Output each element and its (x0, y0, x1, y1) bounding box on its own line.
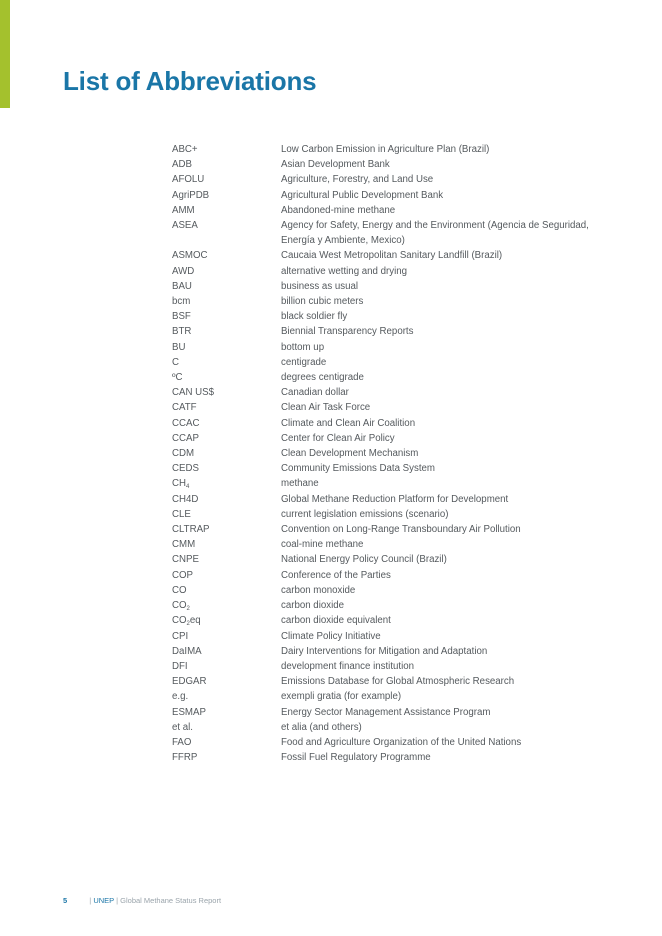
abbreviation-term-text: BU (172, 341, 186, 353)
page-number: 5 (63, 896, 68, 905)
abbreviation-term (172, 507, 281, 522)
abbreviation-term-text: ABC+ (172, 144, 198, 155)
abbreviation-term (172, 218, 281, 248)
abbreviation-row (172, 416, 612, 431)
abbreviation-row (172, 644, 612, 659)
abbreviation-term (172, 613, 281, 628)
abbreviation-term-text: CO (172, 600, 187, 612)
abbreviation-term (172, 476, 281, 491)
abbreviation-term-text: bcm (172, 296, 191, 308)
abbreviation-term (172, 674, 281, 689)
abbreviation-term (172, 324, 281, 339)
abbreviation-definition: et alia (and others) (281, 721, 362, 733)
abbreviation-term (172, 583, 281, 598)
abbreviation-term-text: DaIMA (172, 645, 202, 657)
abbreviation-row (172, 188, 612, 203)
abbreviation-term (172, 705, 281, 720)
abbreviation-term-text: et al. (172, 721, 194, 733)
abbreviation-term (172, 385, 281, 400)
abbreviation-term (172, 370, 281, 385)
abbreviation-term-text: AFOLU (172, 174, 205, 186)
abbreviation-row (172, 279, 612, 294)
abbreviation-definition: Low Carbon Emission in Agriculture Plan (Brazil) (281, 144, 490, 155)
abbreviation-definition: Center for Clean Air Policy (281, 432, 395, 444)
footer-organization: UNEP (93, 896, 115, 905)
abbreviation-row (172, 340, 612, 355)
abbreviation-row (172, 522, 612, 537)
abbreviation-term (172, 294, 281, 309)
abbreviation-definition: black soldier fly (281, 311, 348, 323)
abbreviation-definition: coal-mine methane (281, 539, 364, 551)
abbreviation-term-text: AgriPDB (172, 189, 210, 201)
abbreviation-definition: methane (281, 478, 319, 490)
abbreviation-row (172, 446, 612, 461)
abbreviation-term (172, 735, 281, 750)
abbreviation-definition: Caucaia West Metropolitan Sanitary Landfill (Brazil) (281, 250, 503, 262)
abbreviation-definition: Convention on Long-Range Transboundary Air Pollution (281, 524, 521, 536)
abbreviation-term (172, 492, 281, 507)
abbreviation-term (172, 340, 281, 355)
abbreviation-row (172, 294, 612, 309)
abbreviation-term (172, 461, 281, 476)
abbreviation-term (172, 279, 281, 294)
abbreviation-term-text: C (172, 356, 179, 368)
abbreviation-term (172, 629, 281, 644)
abbreviation-row (172, 142, 612, 157)
abbreviation-term (172, 522, 281, 537)
abbreviation-row (172, 264, 612, 279)
abbreviation-row (172, 735, 612, 750)
abbreviation-definition: development finance institution (281, 660, 415, 672)
abbreviation-definition: carbon dioxide (281, 600, 345, 612)
abbreviation-row (172, 750, 612, 765)
abbreviation-term (172, 203, 281, 218)
abbreviation-definition: Clean Air Task Force (281, 402, 371, 414)
abbreviation-row (172, 476, 612, 491)
abbreviation-definition: Agriculture, Forestry, and Land Use (281, 174, 434, 186)
abbreviation-definition: centigrade (281, 356, 327, 368)
abbreviation-definition: Fossil Fuel Regulatory Programme (281, 752, 431, 764)
abbreviation-term (172, 264, 281, 279)
abbreviation-term-text: CO (172, 615, 187, 627)
abbreviation-term-text: ASEA (172, 220, 198, 232)
abbreviation-term (172, 598, 281, 613)
abbreviation-term (172, 750, 281, 765)
abbreviation-term (172, 689, 281, 704)
abbreviation-row (172, 309, 612, 324)
abbreviation-definition: Global Methane Reduction Platform for Development (281, 493, 509, 505)
abbreviation-row (172, 172, 612, 187)
abbreviation-list (172, 142, 612, 765)
abbreviation-definition: Community Emissions Data System (281, 463, 435, 475)
abbreviation-term-text: ESMAP (172, 706, 206, 718)
abbreviation-row (172, 705, 612, 720)
abbreviation-row (172, 157, 612, 172)
abbreviation-row (172, 324, 612, 339)
abbreviation-term-text: CCAC (172, 417, 200, 429)
abbreviation-row (172, 461, 612, 476)
abbreviation-definition: carbon monoxide (281, 584, 356, 596)
abbreviation-definition: degrees centigrade (281, 372, 364, 384)
abbreviation-row (172, 613, 612, 628)
abbreviation-row (172, 400, 612, 415)
abbreviation-term (172, 416, 281, 431)
abbreviation-definition: Clean Development Mechanism (281, 448, 419, 460)
abbreviation-term-subscript: 2 (186, 606, 190, 613)
abbreviation-row (172, 674, 612, 689)
abbreviation-term-text: BTR (172, 326, 192, 338)
abbreviation-term (172, 157, 281, 172)
abbreviation-term-text: CH (172, 478, 186, 490)
abbreviation-row (172, 720, 612, 735)
abbreviation-definition: alternative wetting and drying (281, 265, 408, 277)
abbreviation-term (172, 142, 281, 157)
abbreviation-term-text: FFRP (172, 752, 198, 764)
abbreviation-definition: current legislation emissions (scenario) (281, 508, 449, 520)
abbreviation-term (172, 446, 281, 461)
abbreviation-term-text: CCAP (172, 432, 199, 444)
abbreviation-row (172, 552, 612, 567)
abbreviation-term (172, 568, 281, 583)
abbreviation-row (172, 507, 612, 522)
abbreviation-term (172, 720, 281, 735)
abbreviation-definition: Canadian dollar (281, 387, 349, 399)
abbreviation-term-text: CLTRAP (172, 524, 210, 536)
accent-bar (0, 0, 10, 108)
abbreviation-row (172, 385, 612, 400)
abbreviation-definition: Abandoned-mine methane (281, 204, 396, 216)
abbreviation-definition: Food and Agriculture Organization of the United Nations (281, 736, 522, 748)
abbreviation-term-text: CAN US$ (172, 387, 214, 399)
abbreviation-term (172, 537, 281, 552)
abbreviation-term (172, 309, 281, 324)
abbreviation-term-text: e.g. (172, 691, 189, 703)
abbreviation-term (172, 659, 281, 674)
abbreviation-row (172, 218, 612, 248)
abbreviation-row (172, 492, 612, 507)
abbreviation-term-text: CLE (172, 508, 191, 520)
abbreviation-term-suffix: eq (189, 615, 201, 627)
abbreviation-row (172, 355, 612, 370)
abbreviation-definition: business as usual (281, 280, 359, 292)
abbreviation-term-text: CDM (172, 448, 195, 460)
footer-report-title: | Global Methane Status Report (116, 896, 222, 905)
abbreviation-term-text: AMM (172, 204, 195, 216)
abbreviation-term (172, 355, 281, 370)
abbreviation-row (172, 568, 612, 583)
abbreviation-term-text: CMM (172, 539, 196, 551)
abbreviation-term-text: CEDS (172, 463, 199, 475)
abbreviation-term-text: FAO (172, 736, 192, 748)
abbreviation-definition: Agency for Safety, Energy and the Environment (Agencia de Seguridad, Energía y Ambiente, Mexico) (281, 220, 589, 247)
abbreviation-definition: Agricultural Public Development Bank (281, 189, 444, 201)
abbreviation-term-text: BAU (172, 280, 192, 292)
abbreviation-definition: Asian Development Bank (281, 159, 390, 171)
abbreviation-term-subscript: 4 (186, 484, 190, 491)
abbreviation-row (172, 583, 612, 598)
abbreviation-term-text: AWD (172, 265, 195, 277)
abbreviation-definition: Conference of the Parties (281, 569, 391, 581)
abbreviation-term-text: CPI (172, 630, 189, 642)
abbreviation-term-text: DFI (172, 660, 188, 672)
abbreviation-row (172, 203, 612, 218)
footer-separator: | (89, 896, 92, 905)
abbreviation-row (172, 598, 612, 613)
abbreviation-definition: carbon dioxide equivalent (281, 615, 391, 627)
abbreviation-definition: Emissions Database for Global Atmospheric Research (281, 676, 515, 688)
abbreviation-term-text: CH4D (172, 493, 199, 505)
abbreviation-term-text: COP (172, 569, 193, 581)
abbreviation-term-text: BSF (172, 311, 191, 323)
abbreviation-row (172, 537, 612, 552)
page-title: List of Abbreviations (63, 66, 317, 96)
abbreviation-definition: Climate and Clean Air Coalition (281, 417, 416, 429)
abbreviation-term-subscript: 2 (186, 621, 190, 628)
abbreviation-term-text: ADB (172, 159, 192, 171)
abbreviation-term-text: ASMOC (172, 250, 208, 262)
abbreviation-row (172, 659, 612, 674)
abbreviation-term (172, 431, 281, 446)
abbreviation-definition: bottom up (281, 341, 325, 353)
abbreviation-row (172, 629, 612, 644)
abbreviation-term (172, 552, 281, 567)
abbreviation-term-text: EDGAR (172, 676, 207, 688)
abbreviation-term-text: CNPE (172, 554, 199, 566)
abbreviation-definition: Climate Policy Initiative (281, 630, 381, 642)
abbreviation-term (172, 248, 281, 263)
abbreviation-definition: National Energy Policy Council (Brazil) (281, 554, 447, 566)
abbreviation-definition: Biennial Transparency Reports (281, 326, 414, 338)
abbreviation-row (172, 248, 612, 263)
abbreviation-row (172, 431, 612, 446)
abbreviation-term (172, 644, 281, 659)
abbreviation-term-text: CO (172, 584, 187, 596)
abbreviation-definition: billion cubic meters (281, 296, 364, 308)
abbreviation-term-text: ºC (172, 372, 183, 384)
abbreviation-definition: Energy Sector Management Assistance Program (281, 706, 491, 718)
abbreviation-term (172, 188, 281, 203)
abbreviation-definition: exempli gratia (for example) (281, 691, 402, 703)
abbreviation-term-text: CATF (172, 402, 197, 414)
abbreviation-definition: Dairy Interventions for Mitigation and Adaptation (281, 645, 488, 657)
abbreviation-row (172, 689, 612, 704)
abbreviation-term (172, 400, 281, 415)
abbreviation-term (172, 172, 281, 187)
page-footer (63, 896, 221, 905)
abbreviation-row (172, 370, 612, 385)
